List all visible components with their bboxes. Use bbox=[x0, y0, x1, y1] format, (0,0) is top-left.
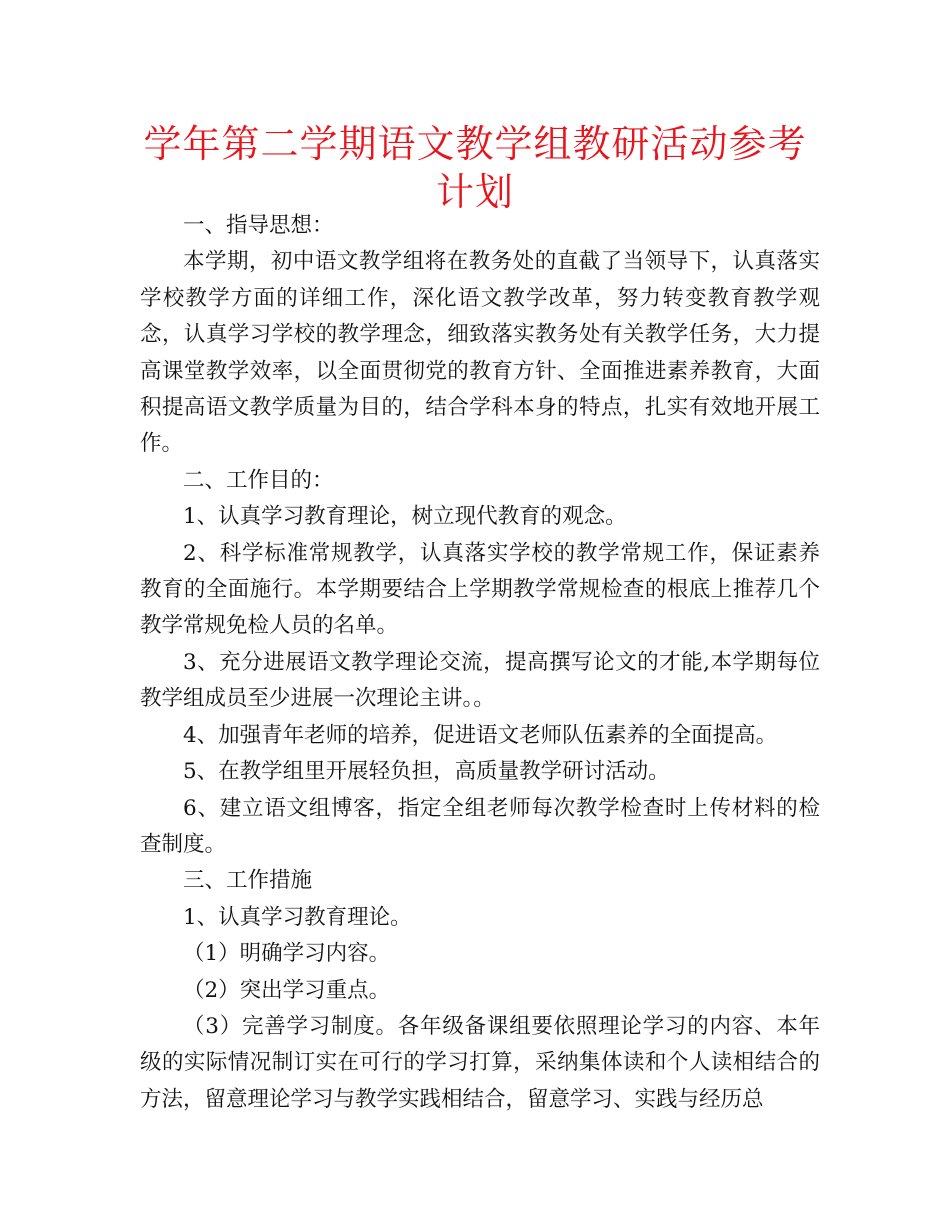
goal-item-6: 6、建立语文组博客，指定全组老师每次教学检查时上传材料的检查制度。 bbox=[140, 795, 820, 857]
goal-item-4: 4、加强青年老师的培养，促进语文老师队伍素养的全面提高。 bbox=[183, 722, 778, 748]
section-heading-guiding-thought: 一、指导思想： bbox=[183, 213, 334, 238]
measure-item-1: 1、认真学习教育理论。 bbox=[183, 904, 412, 930]
measure-subitem-2: （2）突出学习重点。 bbox=[183, 977, 391, 1003]
goal-item-5: 5、在教学组里开展轻负担，高质量教学研讨活动。 bbox=[183, 759, 670, 785]
measure-subitem-1: （1）明确学习内容。 bbox=[183, 941, 391, 967]
document-body bbox=[140, 208, 820, 1118]
measure-subitem-3: （3）完善学习制度。各年级备课组要依照理论学习的内容、本年级的实际情况制订实在可行的学习打算，采纳集体读和个人读相结合的方法，留意理论学习与教学实践相结合，留意学习、实践与经历总 bbox=[140, 1013, 820, 1112]
section-heading-work-measures: 三、工作措施 bbox=[183, 868, 313, 894]
section-heading-work-goals: 二、工作目的： bbox=[183, 467, 334, 493]
goal-item-2: 2、科学标准常规教学，认真落实学校的教学常规工作，保证素养教育的全面施行。本学期要结合上学期教学常规检查的根底上推荐几个教学常规免检人员的名单。 bbox=[140, 540, 820, 639]
paragraph-guiding-thought: 本学期，初中语文教学组将在教务处的直截了当领导下，认真落实学校教学方面的详细工作，深化语文教学改革，努力转变教育教学观念，认真学习学校的教学理念，细致落实教务处有关教学任务，大力提高课堂教学效率，以全面贯彻党的教育方针、全面推进素养教育，大面积提高语文教学质量为目的，结合学科本身的特点，扎实有效地开展工作。 bbox=[140, 249, 820, 457]
goal-item-1: 1、认真学习教育理论，树立现代教育的观念。 bbox=[183, 504, 627, 530]
document-title: 学年第二学期语文教学组教研活动参考计划 bbox=[143, 122, 807, 214]
goal-item-3: 3、充分进展语文教学理论交流，提高撰写论文的才能,本学期每位教学组成员至少进展一次理论主讲。。 bbox=[140, 649, 820, 712]
